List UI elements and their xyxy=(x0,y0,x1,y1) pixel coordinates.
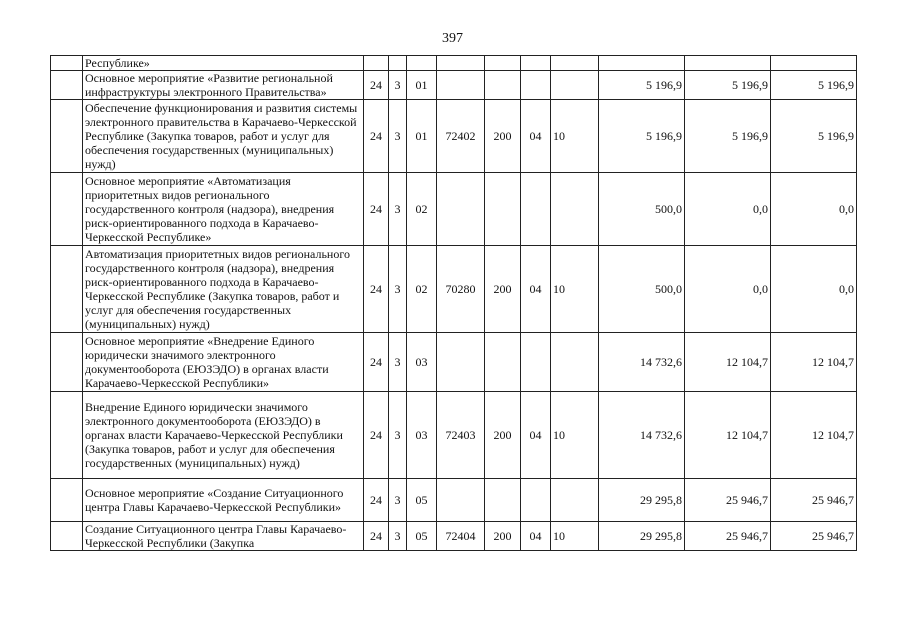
table-row xyxy=(51,392,857,479)
description-text: Основное мероприятие «Развитие региональной инфраструктуры электронного Правительства» xyxy=(85,71,333,99)
measure-code-cell: 03 xyxy=(407,333,437,392)
subprogram-code-cell xyxy=(389,56,407,71)
section-cell xyxy=(521,173,551,246)
amount-year3-cell: 5 196,9 xyxy=(771,100,857,173)
row-index-cell xyxy=(51,392,83,479)
measure-code-cell: 01 xyxy=(407,100,437,173)
program-code-cell: 24 xyxy=(364,522,389,551)
amount-year3-cell: 12 104,7 xyxy=(771,392,857,479)
table-row xyxy=(51,71,857,100)
section-cell: 04 xyxy=(521,522,551,551)
description-cell xyxy=(83,522,364,551)
amount-year3-cell: 25 946,7 xyxy=(771,522,857,551)
amount-year2-cell: 5 196,9 xyxy=(685,100,771,173)
direction-code-cell xyxy=(437,71,485,100)
expense-type-cell xyxy=(485,71,521,100)
section-cell: 04 xyxy=(521,100,551,173)
subsection-cell: 10 xyxy=(551,392,599,479)
amount-year1-cell: 500,0 xyxy=(599,246,685,333)
program-code-cell: 24 xyxy=(364,479,389,522)
measure-code-cell: 02 xyxy=(407,246,437,333)
direction-code-cell xyxy=(437,173,485,246)
subprogram-code-cell: 3 xyxy=(389,522,407,551)
amount-year1-cell: 29 295,8 xyxy=(599,522,685,551)
description-text: Внедрение Единого юридически значимого электронного документооборота (ЕЮЗЭДО) в органах власти Карачаево-Черкесской Республики (Закупка товаров, работ и услуг для обеспечения государственных (муниципальных) нужд) xyxy=(85,400,343,470)
amount-year2-cell: 25 946,7 xyxy=(685,522,771,551)
amount-year2-cell: 12 104,7 xyxy=(685,392,771,479)
measure-code-cell: 02 xyxy=(407,173,437,246)
page-number: 397 xyxy=(442,31,463,46)
table-row xyxy=(51,173,857,246)
program-code-cell: 24 xyxy=(364,173,389,246)
measure-code-cell: 05 xyxy=(407,522,437,551)
subsection-cell: 10 xyxy=(551,100,599,173)
table-row xyxy=(51,479,857,522)
subsection-cell: 10 xyxy=(551,246,599,333)
description-text: Основное мероприятие «Внедрение Единого юридически значимого электронного документооборота (ЕЮЗЭДО) в органах власти Карачаево-Черкесской Республики» xyxy=(85,334,329,390)
amount-year1-cell: 14 732,6 xyxy=(599,333,685,392)
amount-year1-cell: 5 196,9 xyxy=(599,71,685,100)
section-cell xyxy=(521,56,551,71)
amount-year2-cell: 25 946,7 xyxy=(685,479,771,522)
description-cell xyxy=(83,71,364,100)
direction-code-cell: 72403 xyxy=(437,392,485,479)
measure-code-cell xyxy=(407,56,437,71)
direction-code-cell xyxy=(437,479,485,522)
section-cell xyxy=(521,71,551,100)
direction-code-cell xyxy=(437,56,485,71)
subprogram-code-cell: 3 xyxy=(389,71,407,100)
subprogram-code-cell: 3 xyxy=(389,246,407,333)
expense-type-cell: 200 xyxy=(485,392,521,479)
subprogram-code-cell: 3 xyxy=(389,333,407,392)
direction-code-cell xyxy=(437,333,485,392)
subsection-cell xyxy=(551,479,599,522)
row-index-cell xyxy=(51,522,83,551)
expense-type-cell xyxy=(485,479,521,522)
row-index-cell xyxy=(51,479,83,522)
row-index-cell xyxy=(51,56,83,71)
table-row xyxy=(51,246,857,333)
amount-year3-cell: 25 946,7 xyxy=(771,479,857,522)
description-cell xyxy=(83,392,364,479)
subprogram-code-cell: 3 xyxy=(389,392,407,479)
amount-year2-cell: 0,0 xyxy=(685,246,771,333)
subsection-cell xyxy=(551,71,599,100)
row-index-cell xyxy=(51,246,83,333)
amount-year2-cell: 12 104,7 xyxy=(685,333,771,392)
amount-year3-cell: 12 104,7 xyxy=(771,333,857,392)
amount-year1-cell xyxy=(599,56,685,71)
description-cell xyxy=(83,100,364,173)
row-index-cell xyxy=(51,71,83,100)
expense-type-cell: 200 xyxy=(485,246,521,333)
direction-code-cell: 72402 xyxy=(437,100,485,173)
table-row xyxy=(51,100,857,173)
section-cell: 04 xyxy=(521,246,551,333)
measure-code-cell: 01 xyxy=(407,71,437,100)
measure-code-cell: 03 xyxy=(407,392,437,479)
expense-type-cell: 200 xyxy=(485,100,521,173)
budget-table xyxy=(50,55,857,551)
section-cell: 04 xyxy=(521,392,551,479)
amount-year1-cell: 14 732,6 xyxy=(599,392,685,479)
amount-year1-cell: 500,0 xyxy=(599,173,685,246)
subprogram-code-cell: 3 xyxy=(389,479,407,522)
row-index-cell xyxy=(51,333,83,392)
row-index-cell xyxy=(51,100,83,173)
subprogram-code-cell: 3 xyxy=(389,100,407,173)
expense-type-cell xyxy=(485,56,521,71)
program-code-cell xyxy=(364,56,389,71)
amount-year1-cell: 5 196,9 xyxy=(599,100,685,173)
row-index-cell xyxy=(51,173,83,246)
subsection-cell xyxy=(551,173,599,246)
direction-code-cell: 70280 xyxy=(437,246,485,333)
program-code-cell: 24 xyxy=(364,392,389,479)
description-text: Автоматизация приоритетных видов регионального государственного контроля (надзора), внедрения риск-ориентированного подхода в Карачаево-Черкесской Республике (Закупка товаров, работ и услуг для обеспечения государственных (муниципальных) нужд) xyxy=(85,247,350,331)
amount-year3-cell xyxy=(771,56,857,71)
measure-code-cell: 05 xyxy=(407,479,437,522)
expense-type-cell xyxy=(485,333,521,392)
description-text: Обеспечение функционирования и развития системы электронного правительства в Карачаево-Черкесской Республике (Закупка товаров, работ и услуг для обеспечения государственных (муниципальных) нужд) xyxy=(85,101,358,171)
description-text: Создание Ситуационного центра Главы Карачаево-Черкесской Республики (Закупка xyxy=(85,522,347,550)
table-row xyxy=(51,333,857,392)
description-cell xyxy=(83,56,364,71)
description-text: Основное мероприятие «Автоматизация приоритетных видов регионального государственного контроля (надзора), внедрения риск-ориентированного подхода в Карачаево-Черкесской Республике» xyxy=(85,174,335,244)
amount-year3-cell: 0,0 xyxy=(771,173,857,246)
expense-type-cell xyxy=(485,173,521,246)
section-cell xyxy=(521,333,551,392)
table-row xyxy=(51,522,857,551)
direction-code-cell: 72404 xyxy=(437,522,485,551)
amount-year1-cell: 29 295,8 xyxy=(599,479,685,522)
section-cell xyxy=(521,479,551,522)
amount-year2-cell xyxy=(685,56,771,71)
subsection-cell xyxy=(551,56,599,71)
subsection-cell xyxy=(551,333,599,392)
expense-type-cell: 200 xyxy=(485,522,521,551)
amount-year2-cell: 0,0 xyxy=(685,173,771,246)
subsection-cell: 10 xyxy=(551,522,599,551)
subprogram-code-cell: 3 xyxy=(389,173,407,246)
amount-year2-cell: 5 196,9 xyxy=(685,71,771,100)
description-text: Республике» xyxy=(85,56,150,70)
description-cell xyxy=(83,479,364,522)
description-cell xyxy=(83,173,364,246)
program-code-cell: 24 xyxy=(364,333,389,392)
description-cell xyxy=(83,333,364,392)
description-cell xyxy=(83,246,364,333)
amount-year3-cell: 0,0 xyxy=(771,246,857,333)
program-code-cell: 24 xyxy=(364,71,389,100)
program-code-cell: 24 xyxy=(364,100,389,173)
program-code-cell: 24 xyxy=(364,246,389,333)
description-text: Основное мероприятие «Создание Ситуационного центра Главы Карачаево-Черкесской Республики» xyxy=(85,486,344,514)
table-row xyxy=(51,56,857,71)
amount-year3-cell: 5 196,9 xyxy=(771,71,857,100)
